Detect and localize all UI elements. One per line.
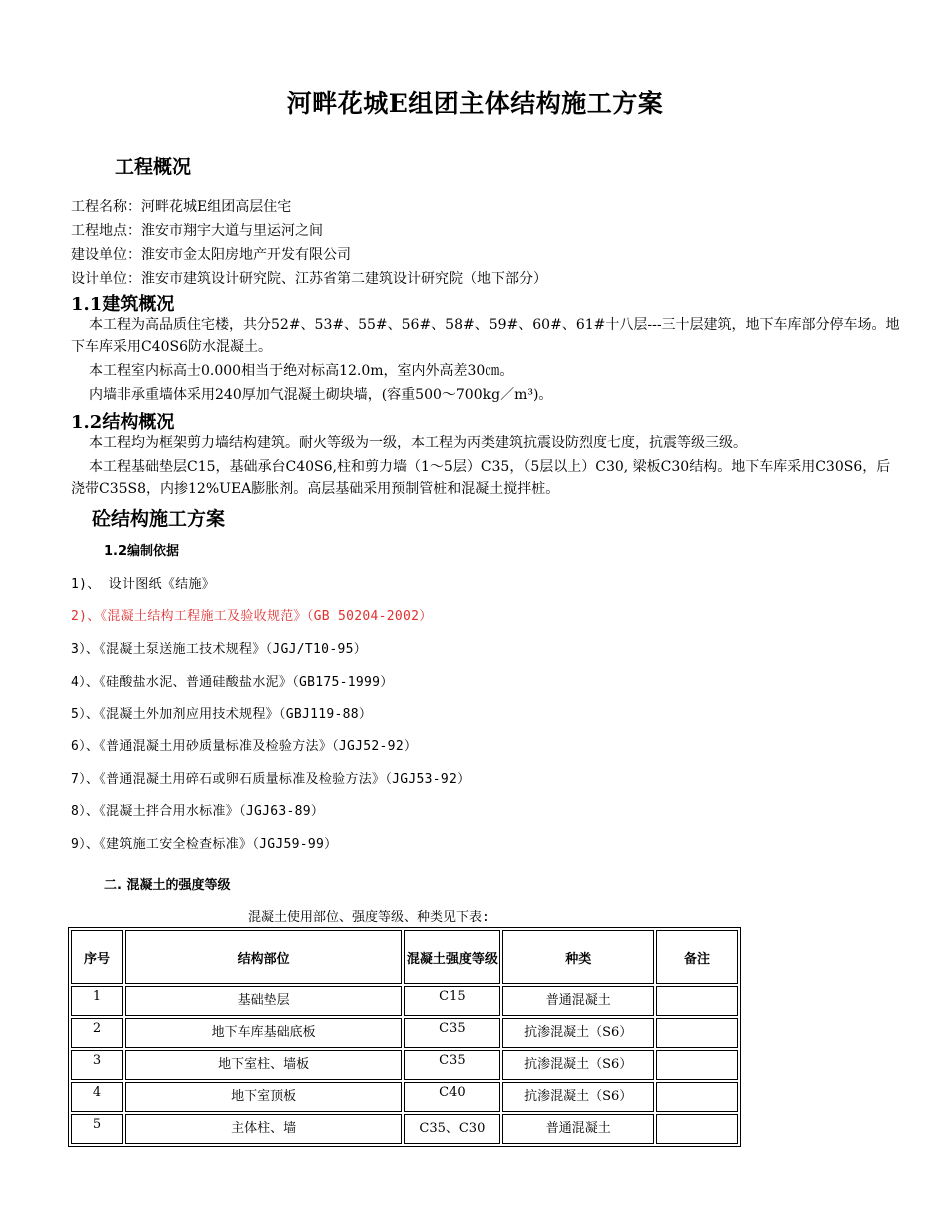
project-name-line: 工程名称：河畔花城E组团高层住宅 <box>71 199 292 215</box>
reference-item: 1)、 设计图纸《结施》 <box>71 577 216 592</box>
structure-para-1: 本工程均为框架剪力墙结构建筑。耐火等级为一级，本工程为丙类建筑抗震设防烈度七度，抗震等级三级。 <box>89 435 747 451</box>
cell-grade: C40 <box>404 1082 500 1112</box>
cell-location: 地下车库基础底板 <box>125 1018 403 1048</box>
header-remark: 备注 <box>656 930 738 984</box>
designer-line: 设计单位：淮安市建筑设计研究院、江苏省第二建筑设计研究院（地下部分） <box>71 271 547 287</box>
architecture-para-1: 本工程为高品质住宅楼，共分52#、53#、55#、56#、58#、59#、60#、61#十八层---三十层建筑，地下车库部分停车场。地下车库采用C40S6防水混凝土。 <box>71 317 900 355</box>
cell-grade: C15 <box>404 986 500 1016</box>
cell-location: 地下室柱、墙板 <box>125 1050 403 1080</box>
cell-type: 抗渗混凝土（S6） <box>502 1082 654 1112</box>
cell-index: 1 <box>71 986 123 1016</box>
cell-index: 4 <box>71 1082 123 1112</box>
cell-remark <box>656 1018 738 1048</box>
table-row <box>71 1050 738 1080</box>
construction-plan-heading: 砼结构施工方案 <box>92 508 226 530</box>
reference-item: 8）、《混凝土拌合用水标准》（JGJ63-89） <box>71 804 325 819</box>
architecture-para-3: 内墙非承重墙体采用240厚加气混凝土砌块墙，(容重500～700kg／m³)。 <box>89 387 553 403</box>
overview-heading: 工程概况 <box>115 156 192 178</box>
cell-type: 普通混凝土 <box>502 1114 654 1144</box>
cell-index: 3 <box>71 1050 123 1080</box>
reference-item-highlighted: 2)、《混凝土结构工程施工及验收规范》（GB 50204-2002） <box>71 609 433 624</box>
cell-grade: C35 <box>404 1050 500 1080</box>
cell-grade: C35、C30 <box>404 1114 500 1144</box>
architecture-para-2: 本工程室内标高士0.000相当于绝对标高12.0m，室内外高差30㎝。 <box>89 363 514 379</box>
cell-remark <box>656 986 738 1016</box>
document-title: 河畔花城E组团主体结构施工方案 <box>286 89 664 118</box>
table-row <box>71 1114 738 1144</box>
reference-item: 3）、《混凝土泵送施工技术规程》（JGJ/T10-95） <box>71 642 367 657</box>
architecture-heading: 1.1建筑概况 <box>71 294 175 315</box>
header-grade: 混凝土强度等级 <box>404 930 500 984</box>
basis-heading: 1.2编制依据 <box>104 544 180 559</box>
header-type: 种类 <box>502 930 654 984</box>
developer-line: 建设单位：淮安市金太阳房地产开发有限公司 <box>71 247 351 263</box>
concrete-grade-table <box>68 927 741 1147</box>
structure-para-2: 本工程基础垫层C15，基础承台C40S6,柱和剪力墙（1～5层）C35，（5层以上）C30, 梁板C30结构。地下车库采用C30S6，后浇带C35S8，内掺12%UEA膨胀剂。高层基础采用预制管桩和混凝土搅拌桩。 <box>71 459 891 497</box>
reference-item: 9）、《建筑施工安全检查标准》（JGJ59-99） <box>71 837 338 852</box>
cell-type: 抗渗混凝土（S6） <box>502 1050 654 1080</box>
cell-remark <box>656 1050 738 1080</box>
reference-item: 4）、《硅酸盐水泥、普通硅酸盐水泥》（GB175-1999） <box>71 675 394 690</box>
cell-index: 2 <box>71 1018 123 1048</box>
cell-grade: C35 <box>404 1018 500 1048</box>
reference-item: 5）、《混凝土外加剂应用技术规程》（GBJ119-88） <box>71 707 373 722</box>
reference-item: 6）、《普通混凝土用砂质量标准及检验方法》（JGJ52-92） <box>71 739 418 754</box>
reference-item: 7）、《普通混凝土用碎石或卵石质量标准及检验方法》（JGJ53-92） <box>71 772 471 787</box>
cell-location: 地下室顶板 <box>125 1082 403 1112</box>
project-location-line: 工程地点：淮安市翔宇大道与里运河之间 <box>71 223 323 239</box>
structure-heading: 1.2结构概况 <box>71 412 175 433</box>
table-row <box>71 986 738 1016</box>
strength-heading: 二. 混凝土的强度等级 <box>104 878 231 893</box>
table-row <box>71 1082 738 1112</box>
table-row <box>71 1018 738 1048</box>
cell-index: 5 <box>71 1114 123 1144</box>
table-caption: 混凝土使用部位、强度等级、种类见下表: <box>248 910 490 925</box>
cell-location: 主体柱、墙 <box>125 1114 403 1144</box>
table-header-row <box>71 930 738 984</box>
cell-remark <box>656 1114 738 1144</box>
header-location: 结构部位 <box>125 930 403 984</box>
cell-type: 抗渗混凝土（S6） <box>502 1018 654 1048</box>
cell-location: 基础垫层 <box>125 986 403 1016</box>
header-index: 序号 <box>71 930 123 984</box>
cell-remark <box>656 1082 738 1112</box>
cell-type: 普通混凝土 <box>502 986 654 1016</box>
